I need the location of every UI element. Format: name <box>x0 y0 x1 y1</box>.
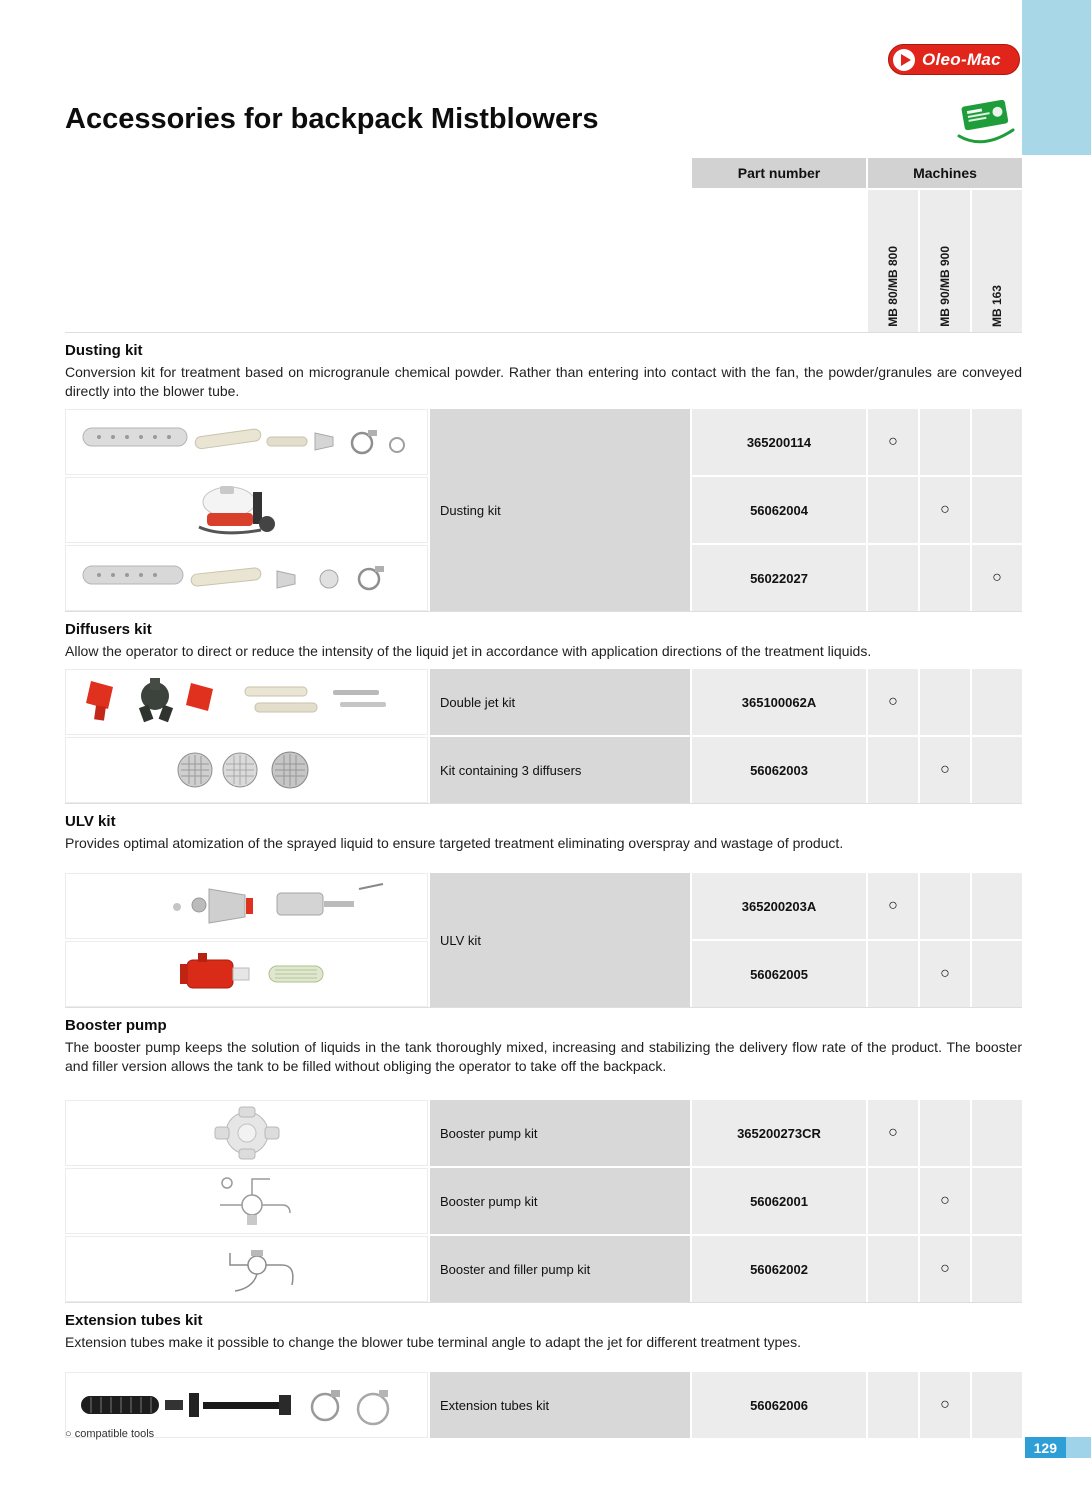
section-description: The booster pump keeps the solution of liquids in the tank thoroughly mixed, increasing and stabilizing the delivery flow rate of the product. The booster and filler version allows the tank to be filled without obliging the operator to take off the backpack. <box>65 1039 1022 1074</box>
section-ulv-kit <box>65 803 1022 873</box>
machine-mark-cell-mb80 <box>868 545 918 611</box>
booster-pump-rows <box>65 1100 1022 1302</box>
section-extension-tubes-kit <box>65 1302 1022 1372</box>
kit-label-cell: ULV kit <box>430 873 690 1007</box>
part-number-cell: 56022027 <box>692 545 866 611</box>
machines-header: Machines <box>868 158 1022 188</box>
machine-mark-cell-mb90: ○ <box>920 1372 970 1438</box>
machine-mark-cell-mb80 <box>868 1236 918 1302</box>
dusting-kit-photo-3 <box>77 549 417 607</box>
part-number-cell: 56062006 <box>692 1372 866 1438</box>
dusting-kit-photo-2 <box>77 480 417 540</box>
booster-pump-photo-2 <box>77 1171 417 1231</box>
kit-label-cell: Kit containing 3 diffusers <box>430 737 690 803</box>
machine-mark-cell-mb163: ○ <box>972 545 1022 611</box>
machine-mark-cell-mb163 <box>972 1372 1022 1438</box>
section-description: Conversion kit for treatment based on microgranule chemical powder. Rather than entering into contact with the fan, the powder/granules are conveyed directly into the blower tube. <box>65 364 1022 399</box>
kit-label-cell: Booster and filler pump kit <box>430 1236 690 1302</box>
compatibility-footnote: ○ compatible tools <box>65 1428 155 1440</box>
section-title: Dusting kit <box>65 342 143 359</box>
product-image-cell <box>65 409 428 475</box>
machine-mark-cell-mb80 <box>868 1372 918 1438</box>
kit-label-cell: Dusting kit <box>430 409 690 611</box>
part-number-cell: 365200273CR <box>692 1100 866 1166</box>
section-title: Booster pump <box>65 1017 167 1034</box>
oleo-mac-logo <box>888 44 1020 75</box>
machine-mark-cell-mb80: ○ <box>868 1100 918 1166</box>
machine-mark-cell-mb90: ○ <box>920 1236 970 1302</box>
section-diffusers-kit <box>65 611 1022 669</box>
kit-label-cell: Booster pump kit <box>430 1100 690 1166</box>
page-number <box>1025 1437 1091 1458</box>
part-number-cell: 365200203A <box>692 873 866 939</box>
product-image-cell <box>65 1236 428 1302</box>
machine-column-label-mb80 <box>868 190 918 332</box>
ulv-kit-photo-1 <box>77 877 417 935</box>
machine-mark-cell-mb163 <box>972 1100 1022 1166</box>
machine-mark-cell-mb163 <box>972 409 1022 475</box>
section-description: Provides optimal atomization of the sprayed liquid to ensure targeted treatment eliminating overspray and wastage of product. <box>65 835 844 851</box>
machine-mark-cell-mb90 <box>920 545 970 611</box>
product-image-cell <box>65 941 428 1007</box>
section-description: Allow the operator to direct or reduce the intensity of the liquid jet in accordance with application directions of the treatment liquids. <box>65 643 872 659</box>
three-diffusers-photo <box>77 741 417 799</box>
page-title: Accessories for backpack Mistblowers <box>65 103 599 135</box>
machine-mark-cell-mb80: ○ <box>868 409 918 475</box>
part-number-cell: 56062004 <box>692 477 866 543</box>
machine-mark-cell-mb90 <box>920 409 970 475</box>
ulv-kit-rows <box>65 873 1022 1007</box>
machine-mark-cell-mb163 <box>972 477 1022 543</box>
product-image-cell <box>65 737 428 803</box>
dusting-kit-photo-1 <box>77 413 417 471</box>
machine-column-label-text: MB 163 <box>990 284 1004 327</box>
machine-mark-cell-mb90: ○ <box>920 1168 970 1234</box>
machine-column-label-text: MB 90/MB 900 <box>938 246 952 327</box>
part-number-cell: 365200114 <box>692 409 866 475</box>
eco-badge-icon <box>955 100 1019 146</box>
section-description: Extension tubes make it possible to change the blower tube terminal angle to adapt the jet for different treatment types. <box>65 1334 801 1350</box>
machine-mark-cell-mb163 <box>972 737 1022 803</box>
machine-mark-cell-mb90: ○ <box>920 477 970 543</box>
machine-mark-cell-mb163 <box>972 941 1022 1007</box>
kit-label-cell: Double jet kit <box>430 669 690 735</box>
part-number-cell: 365100062A <box>692 669 866 735</box>
page-number-value: 129 <box>1025 1437 1066 1458</box>
machine-mark-cell-mb80 <box>868 941 918 1007</box>
section-title: Extension tubes kit <box>65 1312 203 1329</box>
catalog-table <box>65 158 1022 1438</box>
page-number-tail <box>1066 1437 1091 1458</box>
product-image-cell <box>65 477 428 543</box>
section-dusting-kit <box>65 332 1022 409</box>
extension-tubes-kit-rows <box>65 1372 1022 1438</box>
machine-column-label-mb163 <box>972 190 1022 332</box>
section-title: Diffusers kit <box>65 621 152 638</box>
product-image-cell <box>65 1168 428 1234</box>
machine-mark-cell-mb163 <box>972 669 1022 735</box>
oleo-mac-triangle-icon <box>893 49 915 71</box>
kit-label-cell: Extension tubes kit <box>430 1372 690 1438</box>
diffusers-kit-rows <box>65 669 1022 803</box>
product-image-cell <box>65 545 428 611</box>
part-number-header: Part number <box>692 158 866 188</box>
section-title: ULV kit <box>65 813 116 830</box>
part-number-cell: 56062005 <box>692 941 866 1007</box>
machine-mark-cell-mb90 <box>920 1100 970 1166</box>
oleo-mac-logo-text: Oleo-Mac <box>922 49 1001 69</box>
machine-mark-cell-mb80: ○ <box>868 669 918 735</box>
part-number-cell: 56062003 <box>692 737 866 803</box>
machine-mark-cell-mb163 <box>972 1236 1022 1302</box>
part-number-cell: 56062001 <box>692 1168 866 1234</box>
machine-mark-cell-mb163 <box>972 873 1022 939</box>
part-number-cell: 56062002 <box>692 1236 866 1302</box>
product-image-cell <box>65 669 428 735</box>
booster-filler-pump-photo <box>77 1239 417 1299</box>
machine-column-label-text: MB 80/MB 800 <box>886 246 900 327</box>
top-right-blue-band <box>1022 0 1091 155</box>
machine-mark-cell-mb80 <box>868 737 918 803</box>
double-jet-kit-photo <box>77 673 417 731</box>
machine-column-label-mb90 <box>920 190 970 332</box>
extension-tubes-photo <box>77 1376 417 1434</box>
machine-mark-cell-mb90 <box>920 669 970 735</box>
machine-mark-cell-mb80 <box>868 1168 918 1234</box>
dusting-kit-rows <box>65 409 1022 611</box>
machine-mark-cell-mb80: ○ <box>868 873 918 939</box>
ulv-kit-photo-2 <box>77 945 417 1003</box>
machine-mark-cell-mb80 <box>868 477 918 543</box>
product-image-cell <box>65 873 428 939</box>
product-image-cell <box>65 1100 428 1166</box>
kit-label-cell: Booster pump kit <box>430 1168 690 1234</box>
booster-pump-photo-1 <box>77 1103 417 1163</box>
table-header <box>65 158 1022 332</box>
machine-mark-cell-mb90: ○ <box>920 737 970 803</box>
section-booster-pump <box>65 1007 1022 1100</box>
machine-mark-cell-mb90 <box>920 873 970 939</box>
machine-mark-cell-mb90: ○ <box>920 941 970 1007</box>
machine-mark-cell-mb163 <box>972 1168 1022 1234</box>
